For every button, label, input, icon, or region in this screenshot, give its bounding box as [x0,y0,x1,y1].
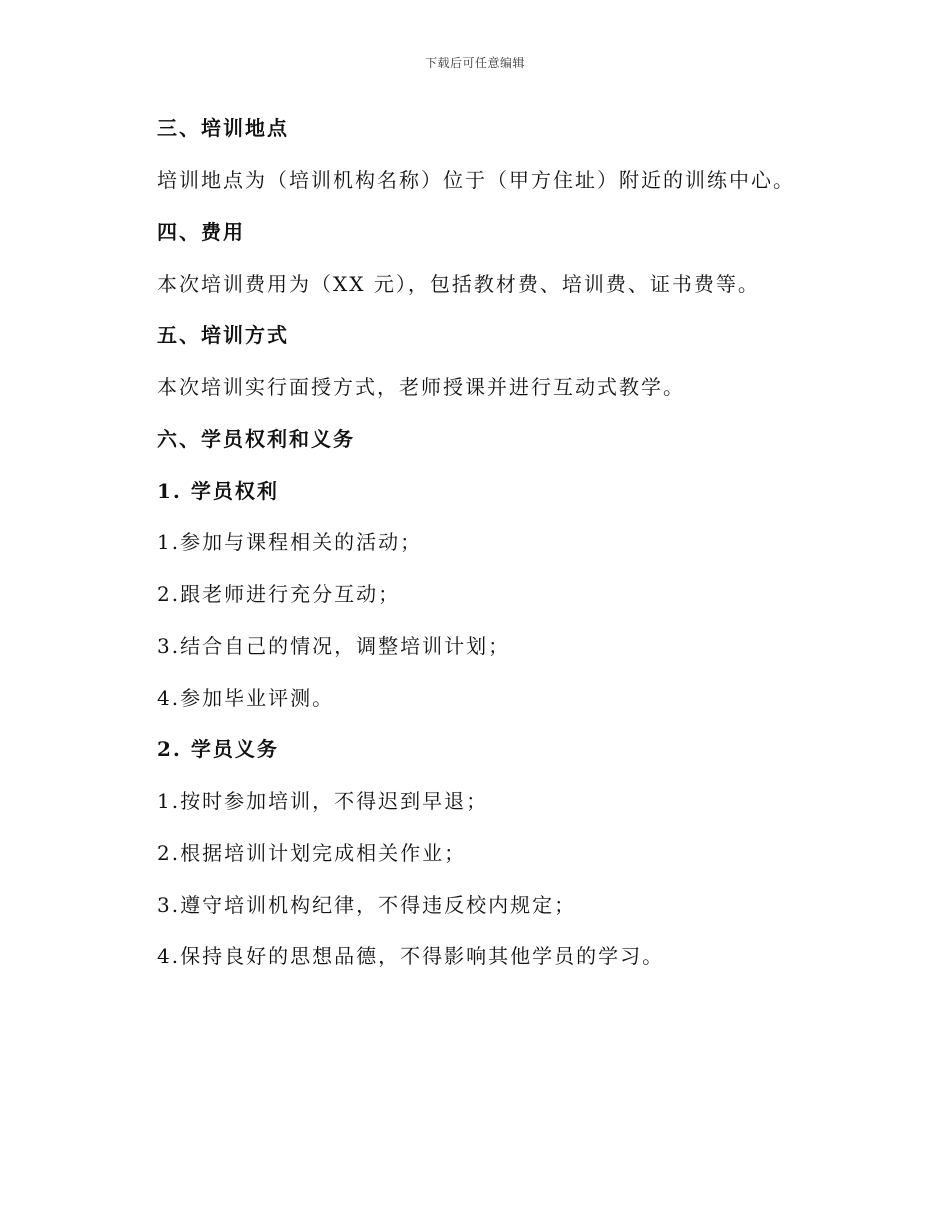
section-3-heading: 三、培训地点 [157,116,289,140]
section-5-heading: 五、培训方式 [157,323,289,347]
section-4-heading: 四、费用 [157,220,245,244]
duties-item: 4.保持良好的思想品德，不得影响其他学员的学习。 [157,944,665,968]
rights-subheading: 1. 学员权利 [157,479,279,503]
duties-subheading: 2. 学员义务 [157,737,279,761]
section-5-text: 本次培训实行面授方式，老师授课并进行互动式教学。 [157,375,685,399]
section-4-text: 本次培训费用为（XX 元），包括教材费、培训费、证书费等。 [157,272,760,296]
rights-item: 2.跟老师进行充分互动； [157,582,401,606]
page-header: 下载后可任意编辑 [424,56,525,70]
duties-item: 2.根据培训计划完成相关作业； [157,841,467,865]
rights-item: 4.参加毕业评测。 [157,686,335,710]
section-3-text: 培训地点为（培训机构名称）位于（甲方住址）附近的训练中心。 [157,168,795,192]
section-6-heading: 六、学员权利和义务 [157,427,355,451]
duties-item: 3.遵守培训机构纪律，不得违反校内规定； [157,893,577,917]
duties-item: 1.按时参加培训，不得迟到早退； [157,789,489,813]
rights-item: 3.结合自己的情况，调整培训计划； [157,634,511,658]
rights-item: 1.参加与课程相关的活动； [157,530,423,554]
